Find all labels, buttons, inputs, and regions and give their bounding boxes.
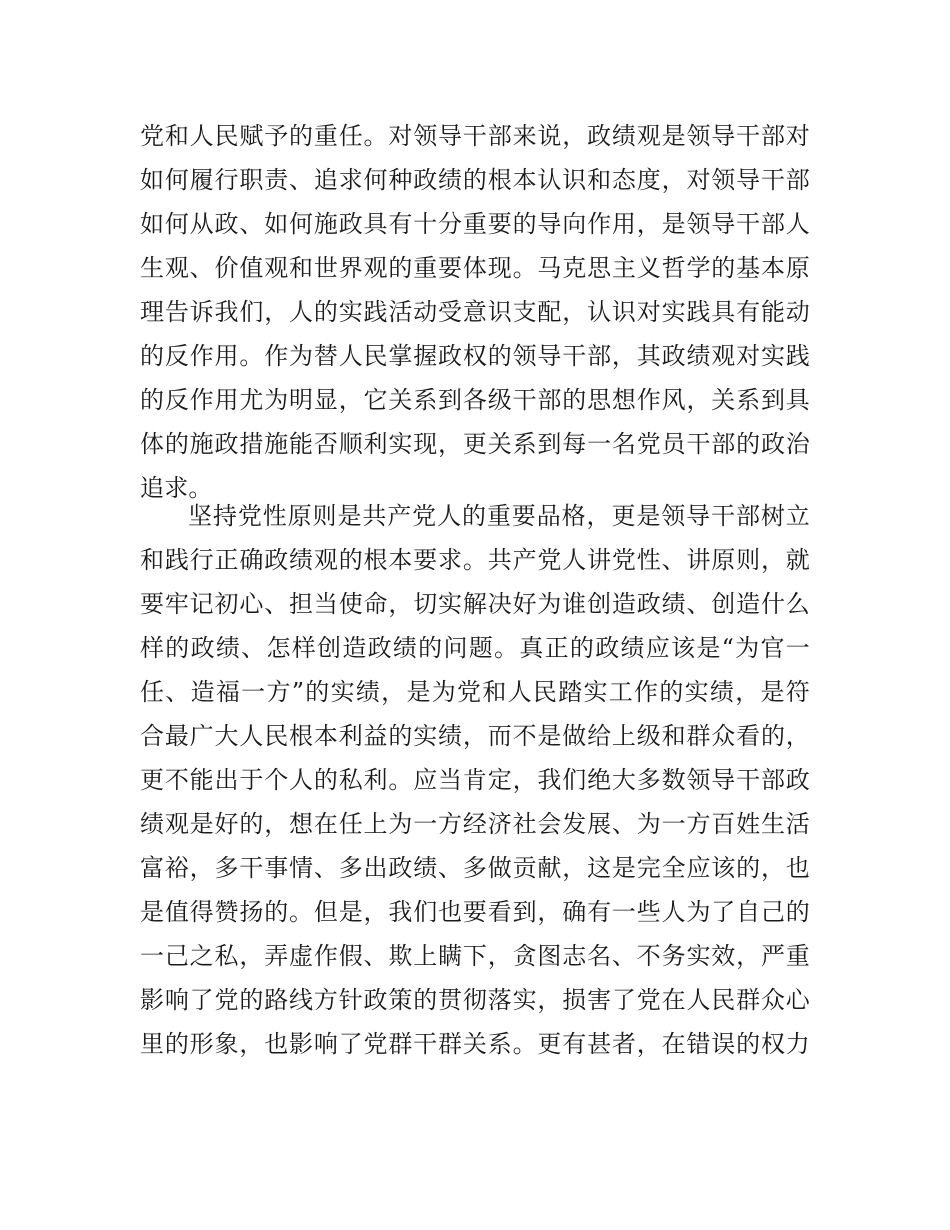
text-line: 坚持党性原则是共产党人的重要品格，更是领导干部树立 bbox=[188, 502, 810, 530]
text-line: 追求。 bbox=[140, 474, 213, 502]
text-line: 理告诉我们，人的实践活动受意识支配，认识对实践具有能动 bbox=[140, 298, 810, 326]
text-line: 党和人民赋予的重任。对领导干部来说，政绩观是领导干部对 bbox=[140, 122, 810, 150]
text-line: 要牢记初心、担当使命，切实解决好为谁创造政绩、创造什么 bbox=[140, 590, 810, 618]
text-line: 合最广大人民根本利益的实绩，而不是做给上级和群众看的， bbox=[140, 722, 810, 750]
text-line: 的反作用尤为明显，它关系到各级干部的思想作风，关系到具 bbox=[140, 386, 810, 414]
text-line: 影响了党的路线方针政策的贯彻落实，损害了党在人民群众心 bbox=[140, 986, 810, 1014]
text-line: 的反作用。作为替人民掌握政权的领导干部，其政绩观对实践 bbox=[140, 342, 810, 370]
paragraph-2 bbox=[140, 494, 810, 1066]
paragraph-1 bbox=[140, 114, 810, 510]
text-line: 一己之私，弄虚作假、欺上瞒下，贪图志名、不务实效，严重 bbox=[140, 942, 810, 970]
text-line: 生观、价值观和世界观的重要体现。马克思主义哲学的基本原 bbox=[140, 254, 810, 282]
text-line: 如何履行职责、追求何种政绩的根本认识和态度，对领导干部 bbox=[140, 166, 810, 194]
text-line: 更不能出于个人的私利。应当肯定，我们绝大多数领导干部政 bbox=[140, 766, 810, 794]
text-line: 里的形象，也影响了党群干群关系。更有甚者，在错误的权力 bbox=[140, 1030, 810, 1058]
text-line: 是值得赞扬的。但是，我们也要看到，确有一些人为了自己的 bbox=[140, 898, 810, 926]
text-line: 富裕，多干事情、多出政绩、多做贡献，这是完全应该的，也 bbox=[140, 854, 810, 882]
text-line: 任、造福一方”的实绩，是为党和人民踏实工作的实绩，是符 bbox=[140, 678, 810, 706]
text-line: 绩观是好的，想在任上为一方经济社会发展、为一方百姓生活 bbox=[140, 810, 810, 838]
text-line: 样的政绩、怎样创造政绩的问题。真正的政绩应该是“为官一 bbox=[140, 634, 810, 662]
text-line: 如何从政、如何施政具有十分重要的导向作用，是领导干部人 bbox=[140, 210, 810, 238]
text-line: 体的施政措施能否顺利实现，更关系到每一名党员干部的政治 bbox=[140, 430, 810, 458]
text-line: 和践行正确政绩观的根本要求。共产党人讲党性、讲原则，就 bbox=[140, 546, 810, 574]
